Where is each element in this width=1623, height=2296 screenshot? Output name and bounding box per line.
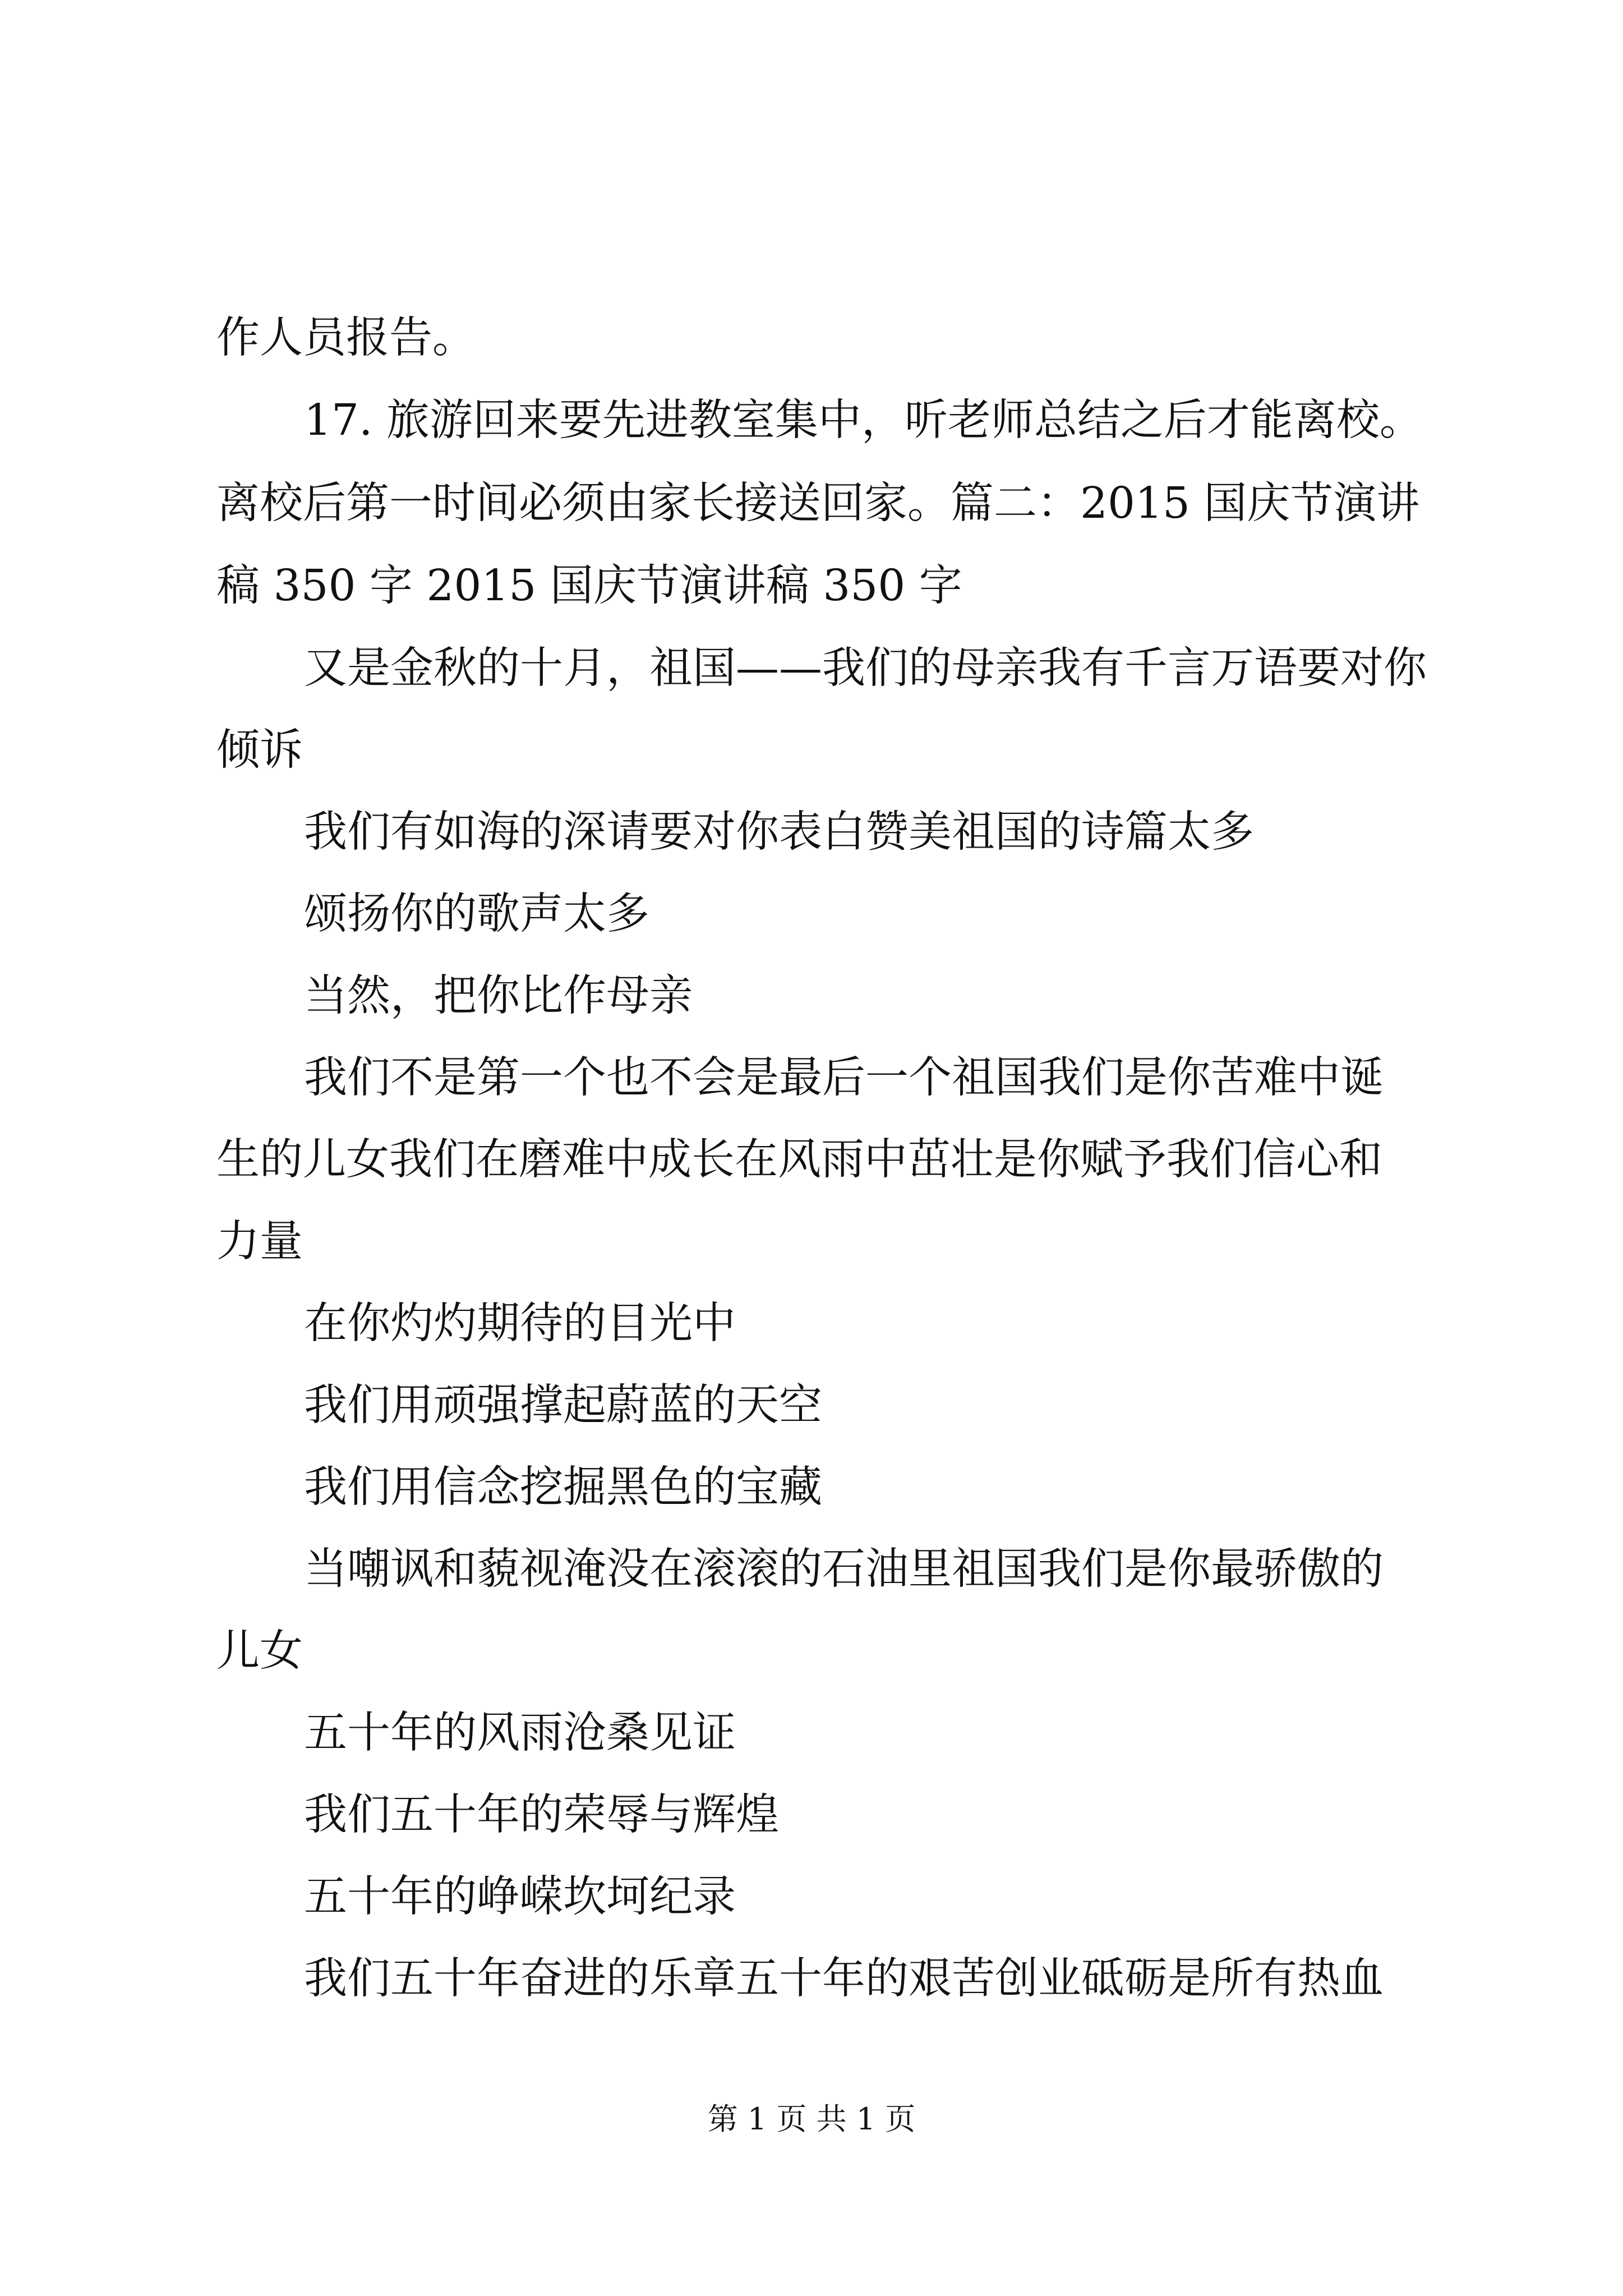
text-line: 当然，把你比作母亲	[304, 971, 693, 1021]
text-line: 我们五十年奋进的乐章五十年的艰苦创业砥砺是所有热血	[304, 1954, 1384, 2004]
text-line: 17. 旅游回来要先进教室集中，听老师总结之后才能离校。	[304, 395, 1423, 445]
text-line: 颂扬你的歌声太多	[304, 889, 649, 939]
text-line: 作人员报告。	[216, 313, 476, 363]
text-line: 儿女	[216, 1626, 303, 1676]
text-line: 五十年的峥嵘坎坷纪录	[304, 1872, 736, 1922]
text-line: 在你灼灼期待的目光中	[304, 1299, 736, 1349]
page-number-footer: 第 1 页 共 1 页	[707, 2101, 916, 2137]
text-line: 我们用顽强撑起蔚蓝的天空	[304, 1381, 822, 1430]
text-line: 我们不是第一个也不会是最后一个祖国我们是你苦难中诞	[304, 1053, 1384, 1103]
text-line: 又是金秋的十月，祖国——我们的母亲我有千言万语要对你	[304, 643, 1427, 693]
text-line: 我们用信念挖掘黑色的宝藏	[304, 1462, 822, 1512]
text-line: 稿 350 字 2015 国庆节演讲稿 350 字	[216, 561, 962, 611]
text-line: 生的儿女我们在磨难中成长在风雨中茁壮是你赋予我们信心和	[216, 1135, 1382, 1185]
text-line: 当嘲讽和藐视淹没在滚滚的石油里祖国我们是你最骄傲的	[304, 1544, 1384, 1594]
text-line: 五十年的风雨沧桑见证	[304, 1708, 736, 1758]
text-line: 离校后第一时间必须由家长接送回家。篇二：2015 国庆节演讲	[216, 478, 1420, 528]
text-line: 我们有如海的深请要对你表白赞美祖国的诗篇太多	[304, 807, 1254, 857]
text-line: 力量	[216, 1217, 303, 1267]
text-line: 我们五十年的荣辱与辉煌	[304, 1790, 779, 1840]
text-line: 倾诉	[216, 725, 303, 775]
